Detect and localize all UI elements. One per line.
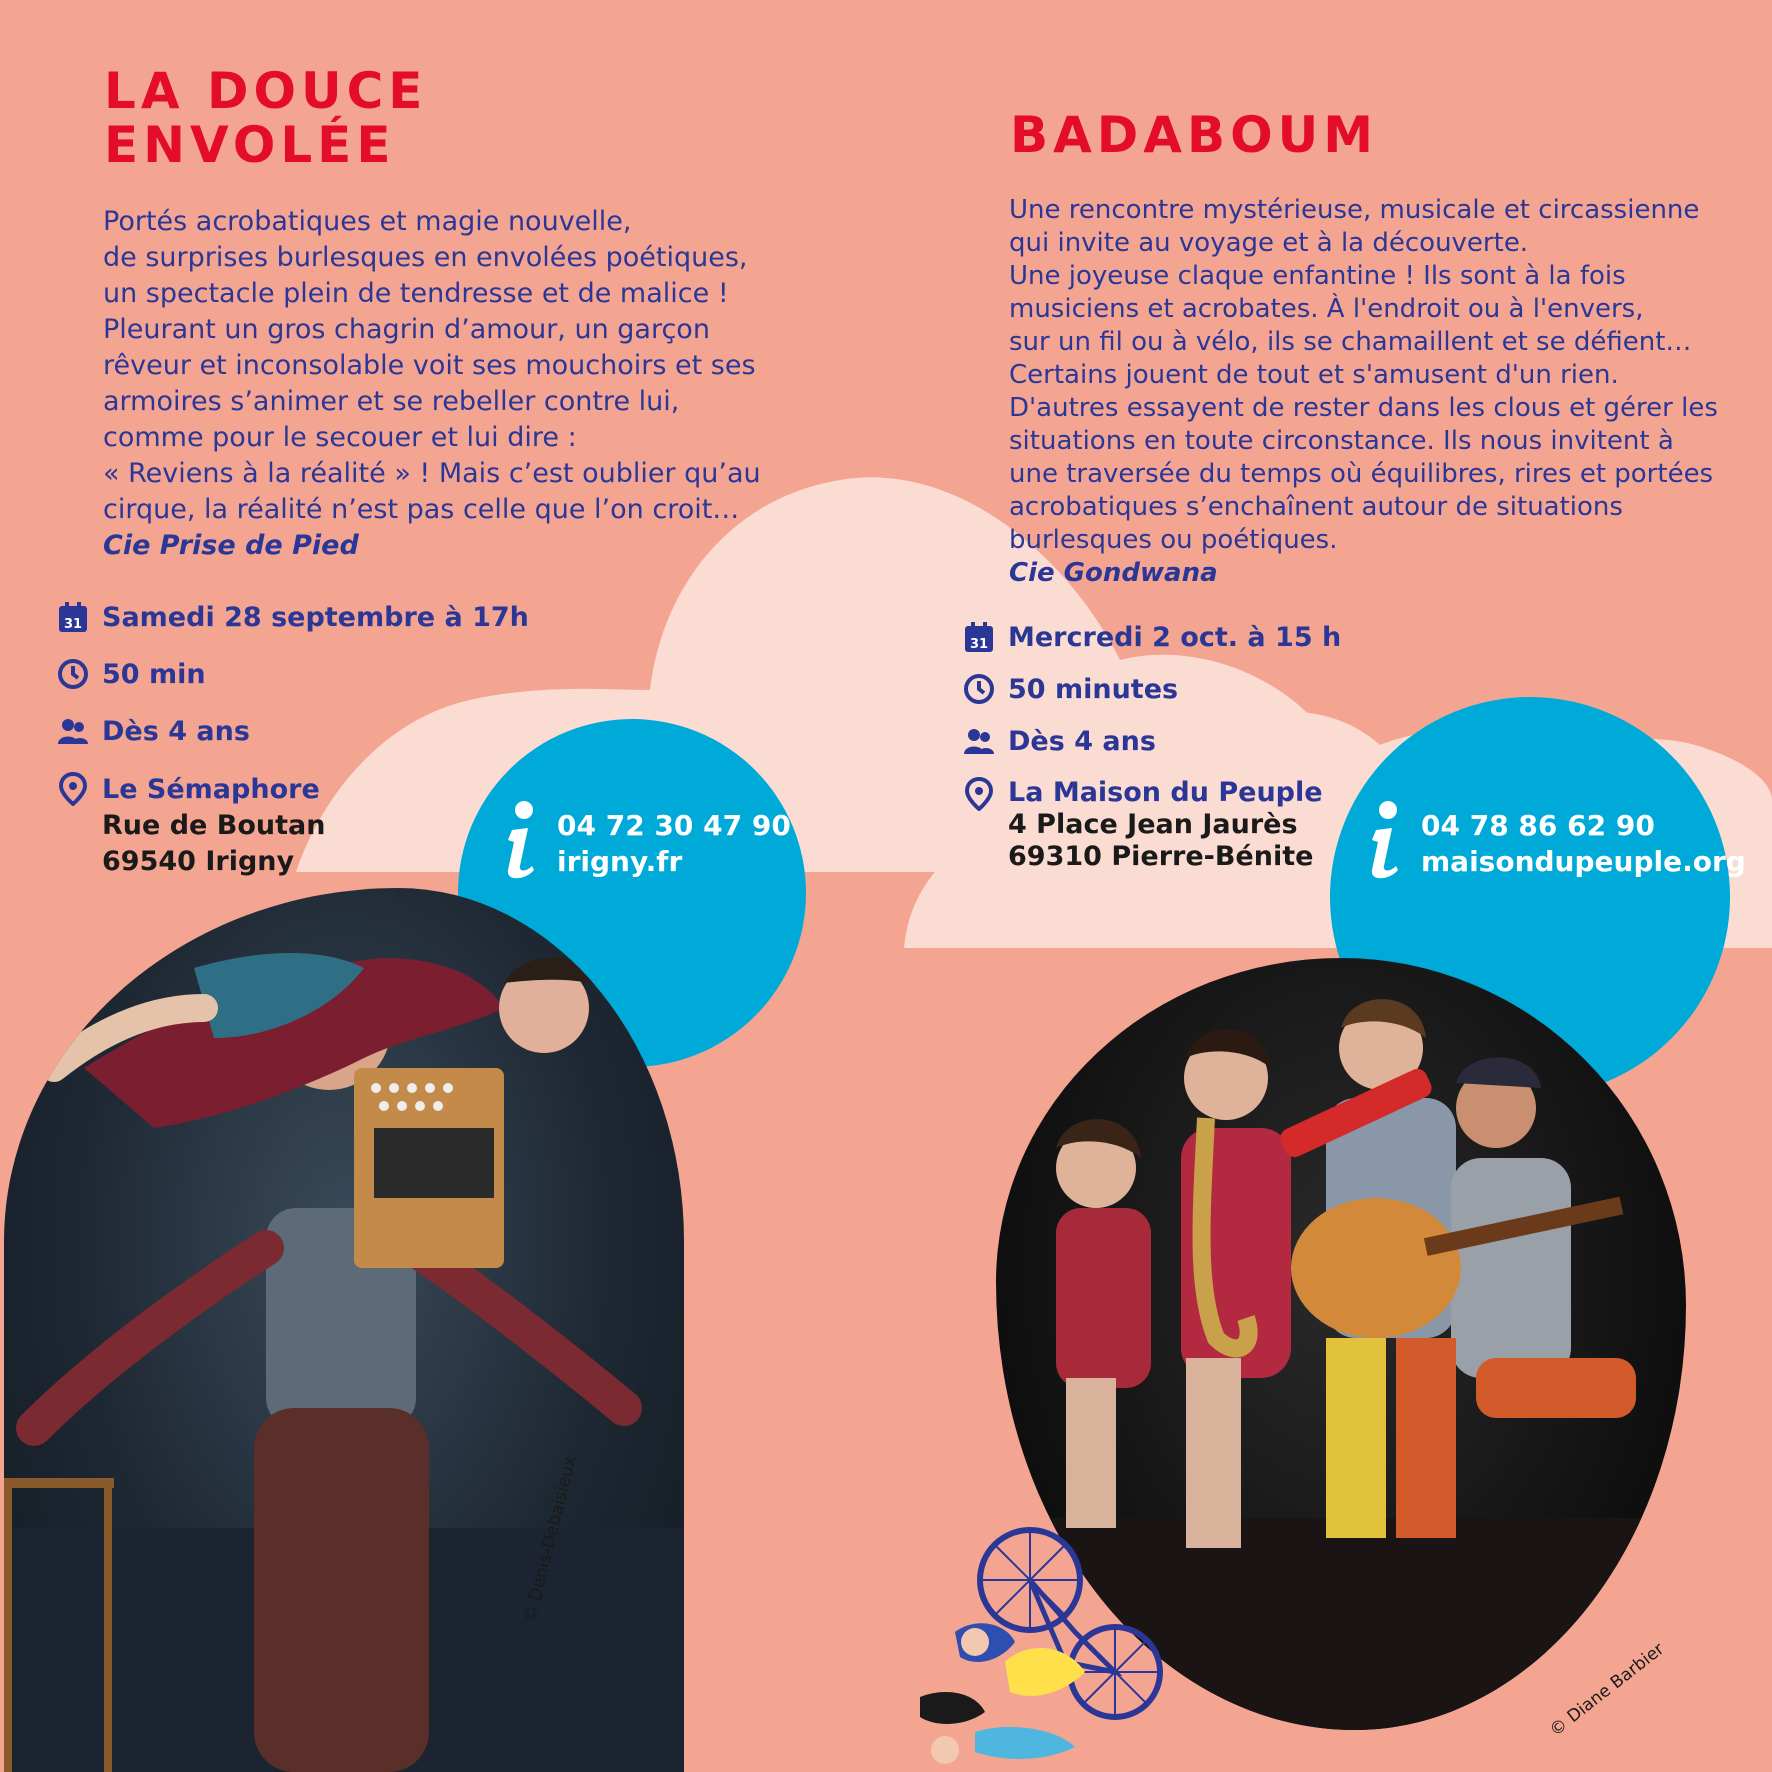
info-icon — [1362, 800, 1406, 882]
right-website-link[interactable]: maisondupeuple.org — [1421, 845, 1746, 878]
right-phone[interactable]: 04 78 86 62 90 — [1421, 809, 1655, 842]
left-description-line: rêveur et inconsolable voit ses mouchoirs et ses — [103, 350, 756, 381]
right-duration-row — [962, 672, 1178, 708]
left-description — [103, 204, 761, 564]
location-pin-icon — [962, 777, 996, 811]
info-icon — [498, 800, 542, 882]
right-photo-credit: © Diane Barbier — [1546, 1639, 1669, 1741]
svg-text:31: 31 — [63, 617, 83, 632]
left-description-line: Pleurant un gros chagrin d’amour, un garçon — [103, 314, 710, 345]
right-description-line: une traversée du temps où équilibres, rires et portées — [1009, 459, 1714, 489]
right-description — [1009, 194, 1718, 590]
left-contact — [557, 808, 791, 880]
right-description-line: Certains jouent de tout et s'amusent d'un rien. — [1009, 360, 1619, 390]
left-show-title: LA DOUCE ENVOLÉE — [104, 62, 428, 174]
left-description-line: un spectacle plein de tendresse et de malice ! — [103, 278, 729, 309]
right-description-line: burlesques ou poétiques. — [1009, 525, 1338, 555]
bicycle-acrobats-illustration — [915, 1522, 1175, 1772]
right-date: Mercredi 2 oct. à 15 h — [1008, 622, 1342, 653]
left-website-link[interactable]: irigny.fr — [557, 845, 683, 878]
right-description-line: musiciens et acrobates. À l'endroit ou à l'envers, — [1009, 294, 1644, 324]
left-show-photo — [4, 888, 684, 1772]
right-description-line: D'autres essayent de rester dans les clous et gérer les — [1009, 393, 1718, 423]
right-description-line: situations en toute circonstance. Ils nous invitent à — [1009, 426, 1674, 456]
left-description-line: de surprises burlesques en envolées poétiques, — [103, 242, 748, 273]
left-duration-row — [56, 657, 206, 693]
right-address-line-2: 69310 Pierre-Bénite — [1008, 841, 1314, 872]
left-description-line: « Reviens à la réalité » ! Mais c’est oublier qu’au — [103, 458, 761, 489]
left-photo-credit: © Denis-Debaisieux — [520, 1454, 581, 1625]
left-duration: 50 min — [102, 659, 206, 690]
left-description-line: comme pour le secouer et lui dire : — [103, 422, 577, 453]
right-location-row — [962, 777, 1323, 873]
left-date-row — [56, 600, 529, 636]
left-age-row — [56, 714, 250, 750]
right-date-row — [962, 620, 1341, 656]
left-description-line: armoires s’animer et se rebeller contre lui, — [103, 386, 680, 417]
right-contact — [1421, 808, 1746, 880]
svg-text:31: 31 — [969, 637, 989, 652]
left-address-line-1: Rue de Boutan — [102, 810, 326, 841]
left-age: Dès 4 ans — [102, 716, 250, 747]
left-date: Samedi 28 septembre à 17h — [102, 602, 529, 633]
right-description-line: acrobatiques s’enchaînent autour de situations — [1009, 492, 1623, 522]
right-description-line: Une joyeuse claque enfantine ! Ils sont à la fois — [1009, 261, 1626, 291]
left-company-name: Cie Prise de Pied — [103, 530, 359, 561]
right-address-line-1: 4 Place Jean Jaurès — [1008, 809, 1298, 840]
people-icon — [962, 724, 996, 758]
right-description-line: Une rencontre mystérieuse, musicale et circassienne — [1009, 195, 1700, 225]
right-venue: La Maison du Peuple — [1008, 777, 1323, 808]
left-description-line: cirque, la réalité n’est pas celle que l’on croit… — [103, 494, 740, 525]
right-company-name: Cie Gondwana — [1009, 558, 1218, 588]
left-location-row — [56, 772, 325, 880]
location-pin-icon — [56, 772, 90, 806]
right-age: Dès 4 ans — [1008, 726, 1156, 757]
right-description-line: sur un fil ou à vélo, ils se chamaillent et se défient… — [1009, 327, 1692, 357]
right-show-title: BADABOUM — [1010, 106, 1378, 164]
right-duration: 50 minutes — [1008, 674, 1179, 705]
left-description-line: Portés acrobatiques et magie nouvelle, — [103, 206, 632, 237]
left-address-line-2: 69540 Irigny — [102, 846, 295, 877]
calendar-icon — [56, 600, 90, 634]
right-age-row — [962, 724, 1156, 760]
people-icon — [56, 714, 90, 748]
calendar-icon — [962, 620, 996, 654]
right-description-line: qui invite au voyage et à la découverte. — [1009, 228, 1529, 258]
left-venue: Le Sémaphore — [102, 774, 320, 805]
clock-icon — [962, 672, 996, 706]
left-phone[interactable]: 04 72 30 47 90 — [557, 809, 791, 842]
clock-icon — [56, 657, 90, 691]
